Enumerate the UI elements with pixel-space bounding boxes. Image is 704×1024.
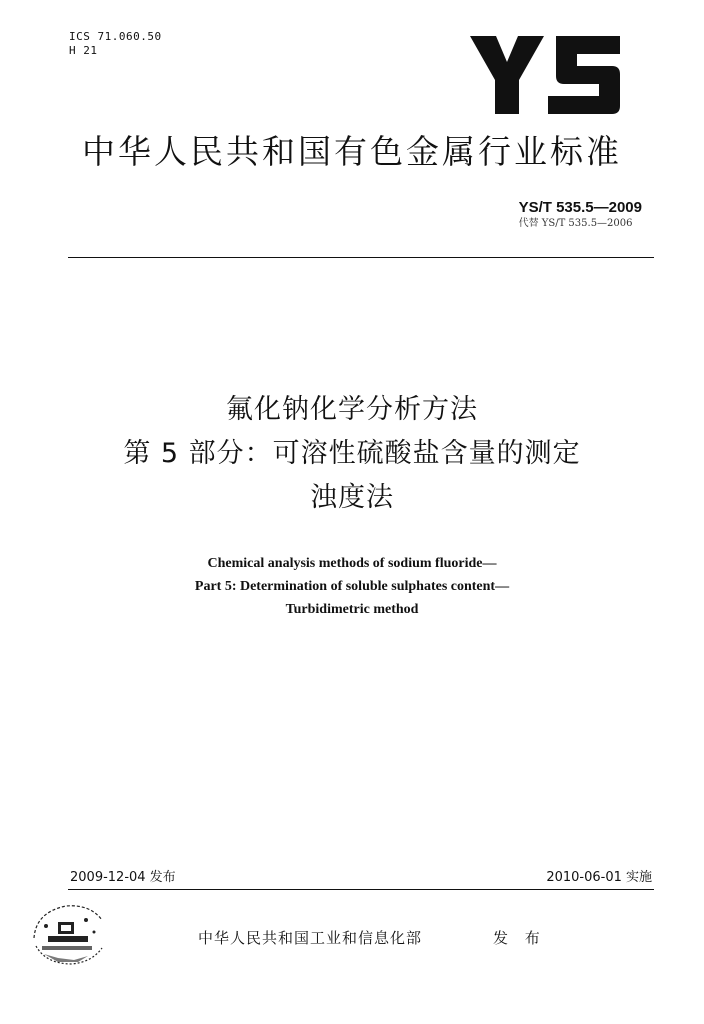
title-chinese — [0, 388, 704, 520]
replaces-standard: 代替 YS/T 535.5—2006 — [518, 218, 633, 229]
title-cn-line-1: 氟化钠化学分析方法 — [226, 394, 478, 425]
ys-logo — [470, 36, 620, 114]
implementation-date: 2010-06-01 实施 — [546, 870, 652, 885]
standard-code: YS/T 535.5—2009 — [518, 199, 642, 216]
standard-category-title: 中华人民共和国有色金属行业标准 — [82, 132, 622, 171]
title-cn-line-2: 第 5 部分：可溶性硫酸盐含量的测定 — [123, 438, 581, 469]
standard-number-block — [519, 199, 642, 230]
title-cn-line-3: 浊度法 — [310, 482, 394, 513]
footer-divider — [68, 889, 654, 890]
header-divider — [68, 257, 654, 258]
classification-codes — [69, 30, 162, 58]
title-english — [0, 552, 704, 621]
issue-date: 2009-12-04 发布 — [70, 870, 176, 885]
ics-code: ICS 71.060.50 — [69, 30, 162, 43]
issue-label: 发 布 — [493, 929, 546, 947]
issuing-authority: 中华人民共和国工业和信息化部 — [198, 929, 423, 947]
official-seal-icon — [28, 898, 108, 970]
title-en-line-2: Part 5: Determination of soluble sulphates content— — [194, 579, 510, 594]
title-en-line-1: Chemical analysis methods of sodium fluoride— — [207, 556, 497, 571]
ccs-code: H 21 — [69, 44, 98, 57]
title-en-line-3: Turbidimetric method — [285, 602, 419, 617]
